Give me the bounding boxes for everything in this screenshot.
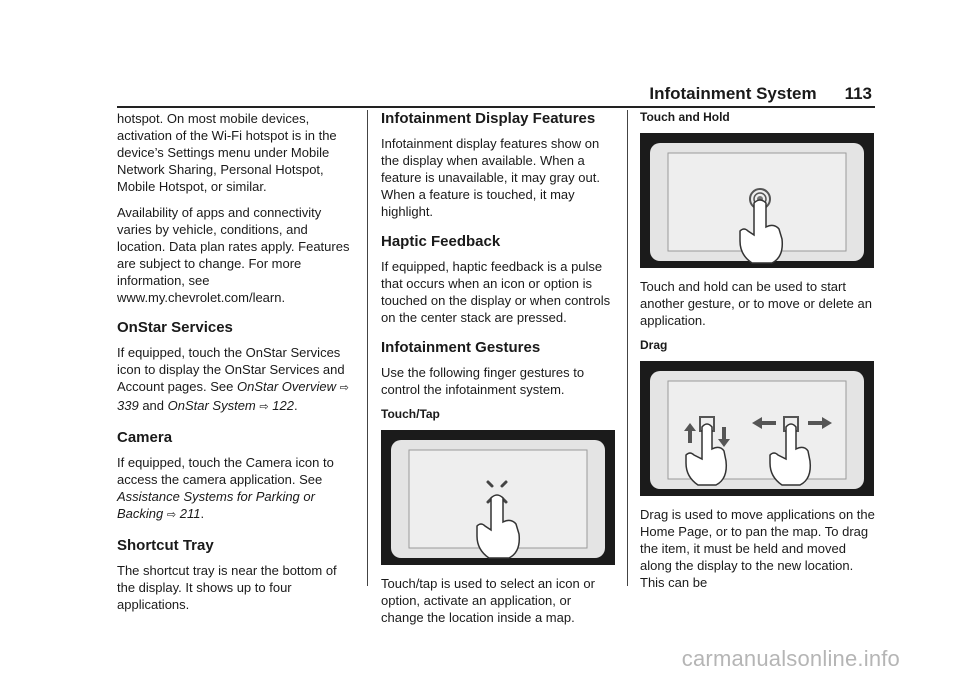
xref-page[interactable]: 122 xyxy=(272,398,294,413)
xref-page[interactable]: 339 xyxy=(117,398,139,413)
page-header xyxy=(649,84,872,104)
availability-paragraph: Availability of apps and connectivity varies by vehicle, conditions, and location. Data plan rates apply. Features are subject to change. For more information, see www.my.chevrolet.com/learn. xyxy=(117,205,350,305)
section-title: Infotainment System xyxy=(649,84,817,103)
haptic-paragraph: If equipped, haptic feedback is a pulse that occurs when an icon or option is touched on the display or when controls on the center stack are pressed. xyxy=(381,259,611,325)
drag-heading: Drag xyxy=(640,338,668,352)
touch-tap-paragraph: Touch/tap is used to select an icon or option, activate an application, or change the location inside a map. xyxy=(381,576,595,625)
xref-assistance-systems[interactable]: Assistance Systems for Parking or Backing xyxy=(117,489,315,521)
footer-watermark: carmanualsonline.info xyxy=(681,646,900,671)
touch-tap-illustration xyxy=(381,430,615,565)
xref-arrow-icon: ⇨ xyxy=(259,401,269,413)
onstar-paragraph: If equipped, touch the OnStar Services icon to display the OnStar Services and Account pages. See OnStar Overview ⇨ 339 and OnStar System ⇨ 122. xyxy=(117,345,349,413)
column-divider xyxy=(367,110,368,586)
touch-hold-paragraph: Touch and hold can be used to start another gesture, or to move or delete an application. xyxy=(640,279,872,328)
xref-page[interactable]: 211 xyxy=(179,506,201,521)
shortcut-tray-heading: Shortcut Tray xyxy=(117,537,214,554)
xref-onstar-overview[interactable]: OnStar Overview xyxy=(236,379,336,394)
header-rule xyxy=(117,106,875,108)
haptic-heading: Haptic Feedback xyxy=(381,233,501,250)
display-features-paragraph: Infotainment display features show on the display when available. When a feature is unavailable, it may gray out. When a feature is touched, it may highlight. xyxy=(381,136,600,219)
gestures-heading: Infotainment Gestures xyxy=(381,339,541,356)
left-column xyxy=(117,110,353,622)
display-features-heading: Infotainment Display Features xyxy=(381,110,596,127)
onstar-heading: OnStar Services xyxy=(117,319,233,336)
touch-hold-illustration xyxy=(640,133,874,268)
page-number: 113 xyxy=(844,84,872,103)
xref-arrow-icon: ⇨ xyxy=(339,382,349,394)
drag-illustration xyxy=(640,361,874,496)
camera-paragraph: If equipped, touch the Camera icon to access the camera application. See Assistance Systems for Parking or Backing ⇨ 211. xyxy=(117,455,334,521)
drag-paragraph: Drag is used to move applications on the Home Page, or to pan the map. To drag the item, it must be held and moved along the display to the new location. This can be xyxy=(640,507,875,590)
camera-heading: Camera xyxy=(117,429,173,446)
gestures-paragraph: Use the following finger gestures to control the infotainment system. xyxy=(381,365,585,397)
touch-tap-heading: Touch/Tap xyxy=(381,407,440,421)
right-column xyxy=(640,110,876,600)
touch-hold-heading: Touch and Hold xyxy=(640,110,730,124)
hotspot-paragraph: hotspot. On most mobile devices, activation of the Wi-Fi hotspot is in the device’s Settings menu under Mobile Network Sharing, Personal Hotspot, Mobile Hotspot, or similar. xyxy=(117,111,337,194)
shortcut-tray-paragraph: The shortcut tray is near the bottom of the display. It shows up to four applications. xyxy=(117,563,337,612)
xref-arrow-icon: ⇨ xyxy=(166,509,177,521)
middle-column xyxy=(381,110,617,635)
xref-onstar-system[interactable]: OnStar System xyxy=(167,398,256,413)
column-divider xyxy=(627,110,628,586)
